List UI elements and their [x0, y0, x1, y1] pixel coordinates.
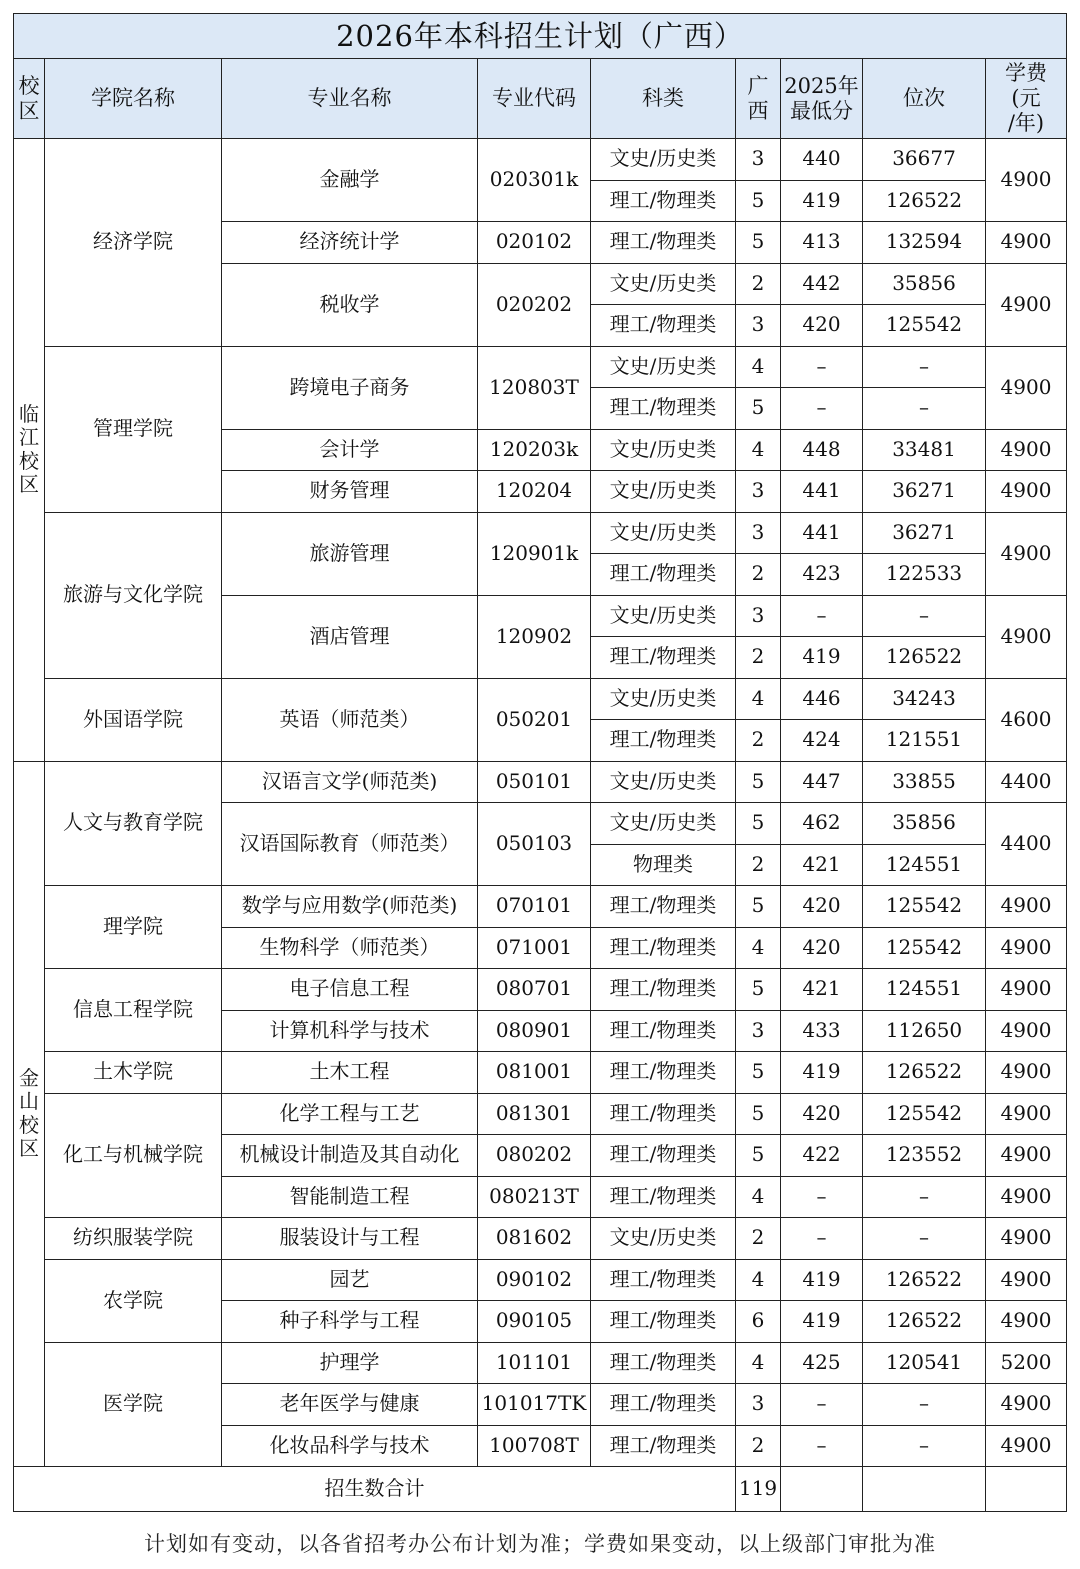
header-row: [14, 59, 1067, 139]
min-score-cell: 448: [781, 429, 863, 471]
quota-cell: 5: [736, 222, 781, 264]
rank-cell: 126522: [863, 1301, 986, 1343]
rank-cell: 33481: [863, 429, 986, 471]
college-cell: 纺织服装学院: [45, 1218, 222, 1260]
category-cell: 理工/物理类: [591, 886, 736, 928]
major-name: 税收学: [222, 263, 478, 346]
min-score-cell: 447: [781, 761, 863, 803]
min-score-cell: 423: [781, 554, 863, 596]
rank-cell: –: [863, 1425, 986, 1467]
table-row: [14, 1259, 1067, 1301]
major-code: 080701: [478, 969, 591, 1011]
fee-cell: 4900: [986, 346, 1067, 429]
category-cell: 物理类: [591, 844, 736, 886]
fee-cell: 4400: [986, 803, 1067, 886]
quota-cell: 4: [736, 346, 781, 388]
major-code: 090102: [478, 1259, 591, 1301]
rank-cell: 124551: [863, 969, 986, 1011]
fee-cell: 4900: [986, 969, 1067, 1011]
major-name: 跨境电子商务: [222, 346, 478, 429]
rank-cell: –: [863, 1176, 986, 1218]
min-score-cell: 420: [781, 305, 863, 347]
min-score-cell: –: [781, 595, 863, 637]
min-score-cell: –: [781, 1176, 863, 1218]
fee-cell: 4900: [986, 1384, 1067, 1426]
quota-cell: 2: [736, 844, 781, 886]
rank-cell: –: [863, 1384, 986, 1426]
major-name: 电子信息工程: [222, 969, 478, 1011]
quota-cell: 4: [736, 1259, 781, 1301]
fee-cell: 4900: [986, 1093, 1067, 1135]
total-empty-cell: [986, 1467, 1067, 1512]
major-name: 旅游管理: [222, 512, 478, 595]
fee-cell: 4900: [986, 512, 1067, 595]
category-cell: 文史/历史类: [591, 512, 736, 554]
fee-cell: 4900: [986, 139, 1067, 222]
rank-cell: 33855: [863, 761, 986, 803]
major-code: 090105: [478, 1301, 591, 1343]
quota-cell: 4: [736, 678, 781, 720]
fee-cell: 5200: [986, 1342, 1067, 1384]
rank-cell: 121551: [863, 720, 986, 762]
rank-cell: –: [863, 346, 986, 388]
min-score-cell: 441: [781, 471, 863, 513]
min-score-cell: 425: [781, 1342, 863, 1384]
table-row: [14, 139, 1067, 181]
table-row: [14, 1093, 1067, 1135]
quota-cell: 5: [736, 803, 781, 845]
min-score-cell: –: [781, 1384, 863, 1426]
category-cell: 文史/历史类: [591, 139, 736, 181]
total-label: 招生数合计: [14, 1467, 736, 1512]
rank-cell: 120541: [863, 1342, 986, 1384]
category-cell: 文史/历史类: [591, 595, 736, 637]
major-code: 071001: [478, 927, 591, 969]
header-category: 科类: [591, 59, 736, 139]
major-code: 020102: [478, 222, 591, 264]
header-rank: 位次: [863, 59, 986, 139]
rank-cell: 35856: [863, 263, 986, 305]
category-cell: 理工/物理类: [591, 1342, 736, 1384]
campus-linjiang: 临 江 校 区: [14, 139, 45, 762]
quota-cell: 3: [736, 139, 781, 181]
table-row: [14, 1218, 1067, 1260]
category-cell: 文史/历史类: [591, 263, 736, 305]
quota-cell: 5: [736, 1093, 781, 1135]
fee-cell: 4900: [986, 595, 1067, 678]
major-code: 020301k: [478, 139, 591, 222]
category-cell: 理工/物理类: [591, 1010, 736, 1052]
category-cell: 理工/物理类: [591, 305, 736, 347]
category-cell: 理工/物理类: [591, 1301, 736, 1343]
total-empty-cell: [781, 1467, 863, 1512]
major-name: 土木工程: [222, 1052, 478, 1094]
min-score-cell: –: [781, 388, 863, 430]
quota-cell: 3: [736, 512, 781, 554]
major-name: 生物科学（师范类）: [222, 927, 478, 969]
college-cell: 信息工程学院: [45, 969, 222, 1052]
rank-cell: 124551: [863, 844, 986, 886]
major-name: 数学与应用数学(师范类): [222, 886, 478, 928]
category-cell: 文史/历史类: [591, 1218, 736, 1260]
table-row: [14, 678, 1067, 720]
quota-cell: 2: [736, 637, 781, 679]
major-code: 080901: [478, 1010, 591, 1052]
major-code: 101017TK: [478, 1384, 591, 1426]
major-name: 服装设计与工程: [222, 1218, 478, 1260]
quota-cell: 2: [736, 720, 781, 762]
fee-cell: 4900: [986, 471, 1067, 513]
fee-cell: 4900: [986, 222, 1067, 264]
fee-cell: 4900: [986, 1010, 1067, 1052]
major-name: 老年医学与健康: [222, 1384, 478, 1426]
rank-cell: 36677: [863, 139, 986, 181]
major-name: 种子科学与工程: [222, 1301, 478, 1343]
quota-cell: 5: [736, 180, 781, 222]
rank-cell: 125542: [863, 305, 986, 347]
category-cell: 理工/物理类: [591, 1135, 736, 1177]
rank-cell: 112650: [863, 1010, 986, 1052]
table-row: [14, 1342, 1067, 1384]
category-cell: 文史/历史类: [591, 761, 736, 803]
rank-cell: –: [863, 388, 986, 430]
min-score-cell: 419: [781, 637, 863, 679]
min-score-cell: 442: [781, 263, 863, 305]
category-cell: 理工/物理类: [591, 222, 736, 264]
major-code: 020202: [478, 263, 591, 346]
min-score-cell: 440: [781, 139, 863, 181]
major-name: 汉语言文学(师范类): [222, 761, 478, 803]
rank-cell: 126522: [863, 637, 986, 679]
fee-cell: 4900: [986, 1425, 1067, 1467]
fee-cell: 4900: [986, 1218, 1067, 1260]
rank-cell: 36271: [863, 471, 986, 513]
enrollment-plan-table: [13, 13, 1067, 1512]
major-name: 会计学: [222, 429, 478, 471]
table-row: [14, 1052, 1067, 1094]
min-score-cell: 420: [781, 1093, 863, 1135]
major-code: 080213T: [478, 1176, 591, 1218]
header-code: 专业代码: [478, 59, 591, 139]
quota-cell: 5: [736, 886, 781, 928]
college-cell: 化工与机械学院: [45, 1093, 222, 1218]
major-code: 081602: [478, 1218, 591, 1260]
header-college: 学院名称: [45, 59, 222, 139]
quota-cell: 3: [736, 1384, 781, 1426]
min-score-cell: –: [781, 1218, 863, 1260]
fee-cell: 4400: [986, 761, 1067, 803]
min-score-cell: 420: [781, 886, 863, 928]
major-name: 财务管理: [222, 471, 478, 513]
major-name: 经济统计学: [222, 222, 478, 264]
college-cell: 旅游与文化学院: [45, 512, 222, 678]
fee-cell: 4900: [986, 886, 1067, 928]
total-value: 119: [736, 1467, 781, 1512]
quota-cell: 3: [736, 1010, 781, 1052]
category-cell: 理工/物理类: [591, 180, 736, 222]
major-code: 081301: [478, 1093, 591, 1135]
quota-cell: 5: [736, 969, 781, 1011]
category-cell: 理工/物理类: [591, 1384, 736, 1426]
rank-cell: 126522: [863, 1259, 986, 1301]
category-cell: 理工/物理类: [591, 637, 736, 679]
header-major: 专业名称: [222, 59, 478, 139]
college-cell: 人文与教育学院: [45, 761, 222, 886]
table-row: [14, 969, 1067, 1011]
fee-cell: 4900: [986, 1259, 1067, 1301]
category-cell: 理工/物理类: [591, 1425, 736, 1467]
rank-cell: 126522: [863, 180, 986, 222]
rank-cell: –: [863, 595, 986, 637]
category-cell: 理工/物理类: [591, 720, 736, 762]
header-campus: 校 区: [14, 59, 45, 139]
major-code: 100708T: [478, 1425, 591, 1467]
major-code: 081001: [478, 1052, 591, 1094]
college-cell: 管理学院: [45, 346, 222, 512]
quota-cell: 6: [736, 1301, 781, 1343]
category-cell: 文史/历史类: [591, 471, 736, 513]
major-code: 120901k: [478, 512, 591, 595]
major-name: 酒店管理: [222, 595, 478, 678]
table-row: [14, 761, 1067, 803]
quota-cell: 3: [736, 305, 781, 347]
fee-cell: 4900: [986, 1052, 1067, 1094]
quota-cell: 3: [736, 595, 781, 637]
quota-cell: 4: [736, 927, 781, 969]
quota-cell: 2: [736, 554, 781, 596]
category-cell: 理工/物理类: [591, 969, 736, 1011]
fee-cell: 4900: [986, 1176, 1067, 1218]
fee-cell: 4900: [986, 263, 1067, 346]
table-row: [14, 512, 1067, 554]
quota-cell: 4: [736, 1342, 781, 1384]
quota-cell: 4: [736, 429, 781, 471]
major-code: 101101: [478, 1342, 591, 1384]
fee-cell: 4900: [986, 927, 1067, 969]
major-code: 120204: [478, 471, 591, 513]
major-code: 120203k: [478, 429, 591, 471]
major-name: 汉语国际教育（师范类）: [222, 803, 478, 886]
category-cell: 文史/历史类: [591, 803, 736, 845]
min-score-cell: 419: [781, 1052, 863, 1094]
rank-cell: –: [863, 1218, 986, 1260]
category-cell: 理工/物理类: [591, 927, 736, 969]
category-cell: 理工/物理类: [591, 388, 736, 430]
quota-cell: 5: [736, 761, 781, 803]
header-min-score: 2025年 最低分: [781, 59, 863, 139]
header-fee: 学费 (元 /年): [986, 59, 1067, 139]
quota-cell: 2: [736, 1425, 781, 1467]
college-cell: 经济学院: [45, 139, 222, 347]
college-cell: 外国语学院: [45, 678, 222, 761]
quota-cell: 2: [736, 263, 781, 305]
major-name: 护理学: [222, 1342, 478, 1384]
major-name: 金融学: [222, 139, 478, 222]
college-cell: 医学院: [45, 1342, 222, 1467]
major-name: 化妆品科学与技术: [222, 1425, 478, 1467]
major-name: 智能制造工程: [222, 1176, 478, 1218]
category-cell: 理工/物理类: [591, 1176, 736, 1218]
category-cell: 理工/物理类: [591, 1052, 736, 1094]
major-code: 080202: [478, 1135, 591, 1177]
college-cell: 农学院: [45, 1259, 222, 1342]
min-score-cell: 422: [781, 1135, 863, 1177]
fee-cell: 4900: [986, 1135, 1067, 1177]
quota-cell: 4: [736, 1176, 781, 1218]
major-code: 050101: [478, 761, 591, 803]
college-cell: 理学院: [45, 886, 222, 969]
campus-jinshan: 金 山 校 区: [14, 761, 45, 1467]
rank-cell: 34243: [863, 678, 986, 720]
min-score-cell: 419: [781, 180, 863, 222]
major-name: 机械设计制造及其自动化: [222, 1135, 478, 1177]
quota-cell: 3: [736, 471, 781, 513]
quota-cell: 5: [736, 1135, 781, 1177]
fee-cell: 4900: [986, 429, 1067, 471]
rank-cell: 132594: [863, 222, 986, 264]
rank-cell: 125542: [863, 1093, 986, 1135]
min-score-cell: 420: [781, 927, 863, 969]
table-title: 2026年本科招生计划（广西）: [14, 14, 1067, 59]
footnote: 计划如有变动，以各省招考办公布计划为准；学费如果变动，以上级部门审批为准: [144, 1532, 936, 1556]
category-cell: 理工/物理类: [591, 1093, 736, 1135]
major-name: 化学工程与工艺: [222, 1093, 478, 1135]
min-score-cell: –: [781, 346, 863, 388]
rank-cell: 126522: [863, 1052, 986, 1094]
rank-cell: 36271: [863, 512, 986, 554]
major-code: 070101: [478, 886, 591, 928]
min-score-cell: 441: [781, 512, 863, 554]
major-code: 120803T: [478, 346, 591, 429]
quota-cell: 5: [736, 388, 781, 430]
min-score-cell: 446: [781, 678, 863, 720]
category-cell: 文史/历史类: [591, 678, 736, 720]
fee-cell: 4900: [986, 1301, 1067, 1343]
rank-cell: 125542: [863, 886, 986, 928]
fee-cell: 4600: [986, 678, 1067, 761]
min-score-cell: 413: [781, 222, 863, 264]
quota-cell: 2: [736, 1218, 781, 1260]
min-score-cell: 419: [781, 1301, 863, 1343]
category-cell: 文史/历史类: [591, 346, 736, 388]
table-row: [14, 886, 1067, 928]
rank-cell: 125542: [863, 927, 986, 969]
category-cell: 理工/物理类: [591, 554, 736, 596]
min-score-cell: 419: [781, 1259, 863, 1301]
min-score-cell: 421: [781, 969, 863, 1011]
major-name: 园艺: [222, 1259, 478, 1301]
major-name: 计算机科学与技术: [222, 1010, 478, 1052]
college-cell: 土木学院: [45, 1052, 222, 1094]
quota-cell: 5: [736, 1052, 781, 1094]
major-name: 英语（师范类）: [222, 678, 478, 761]
min-score-cell: 462: [781, 803, 863, 845]
total-empty-cell: [863, 1467, 986, 1512]
total-row: [14, 1467, 1067, 1512]
category-cell: 理工/物理类: [591, 1259, 736, 1301]
major-code: 050201: [478, 678, 591, 761]
major-code: 050103: [478, 803, 591, 886]
table-row: [14, 346, 1067, 388]
header-quota: 广 西: [736, 59, 781, 139]
min-score-cell: 433: [781, 1010, 863, 1052]
min-score-cell: 421: [781, 844, 863, 886]
min-score-cell: –: [781, 1425, 863, 1467]
major-code: 120902: [478, 595, 591, 678]
min-score-cell: 424: [781, 720, 863, 762]
rank-cell: 35856: [863, 803, 986, 845]
category-cell: 文史/历史类: [591, 429, 736, 471]
rank-cell: 123552: [863, 1135, 986, 1177]
rank-cell: 122533: [863, 554, 986, 596]
